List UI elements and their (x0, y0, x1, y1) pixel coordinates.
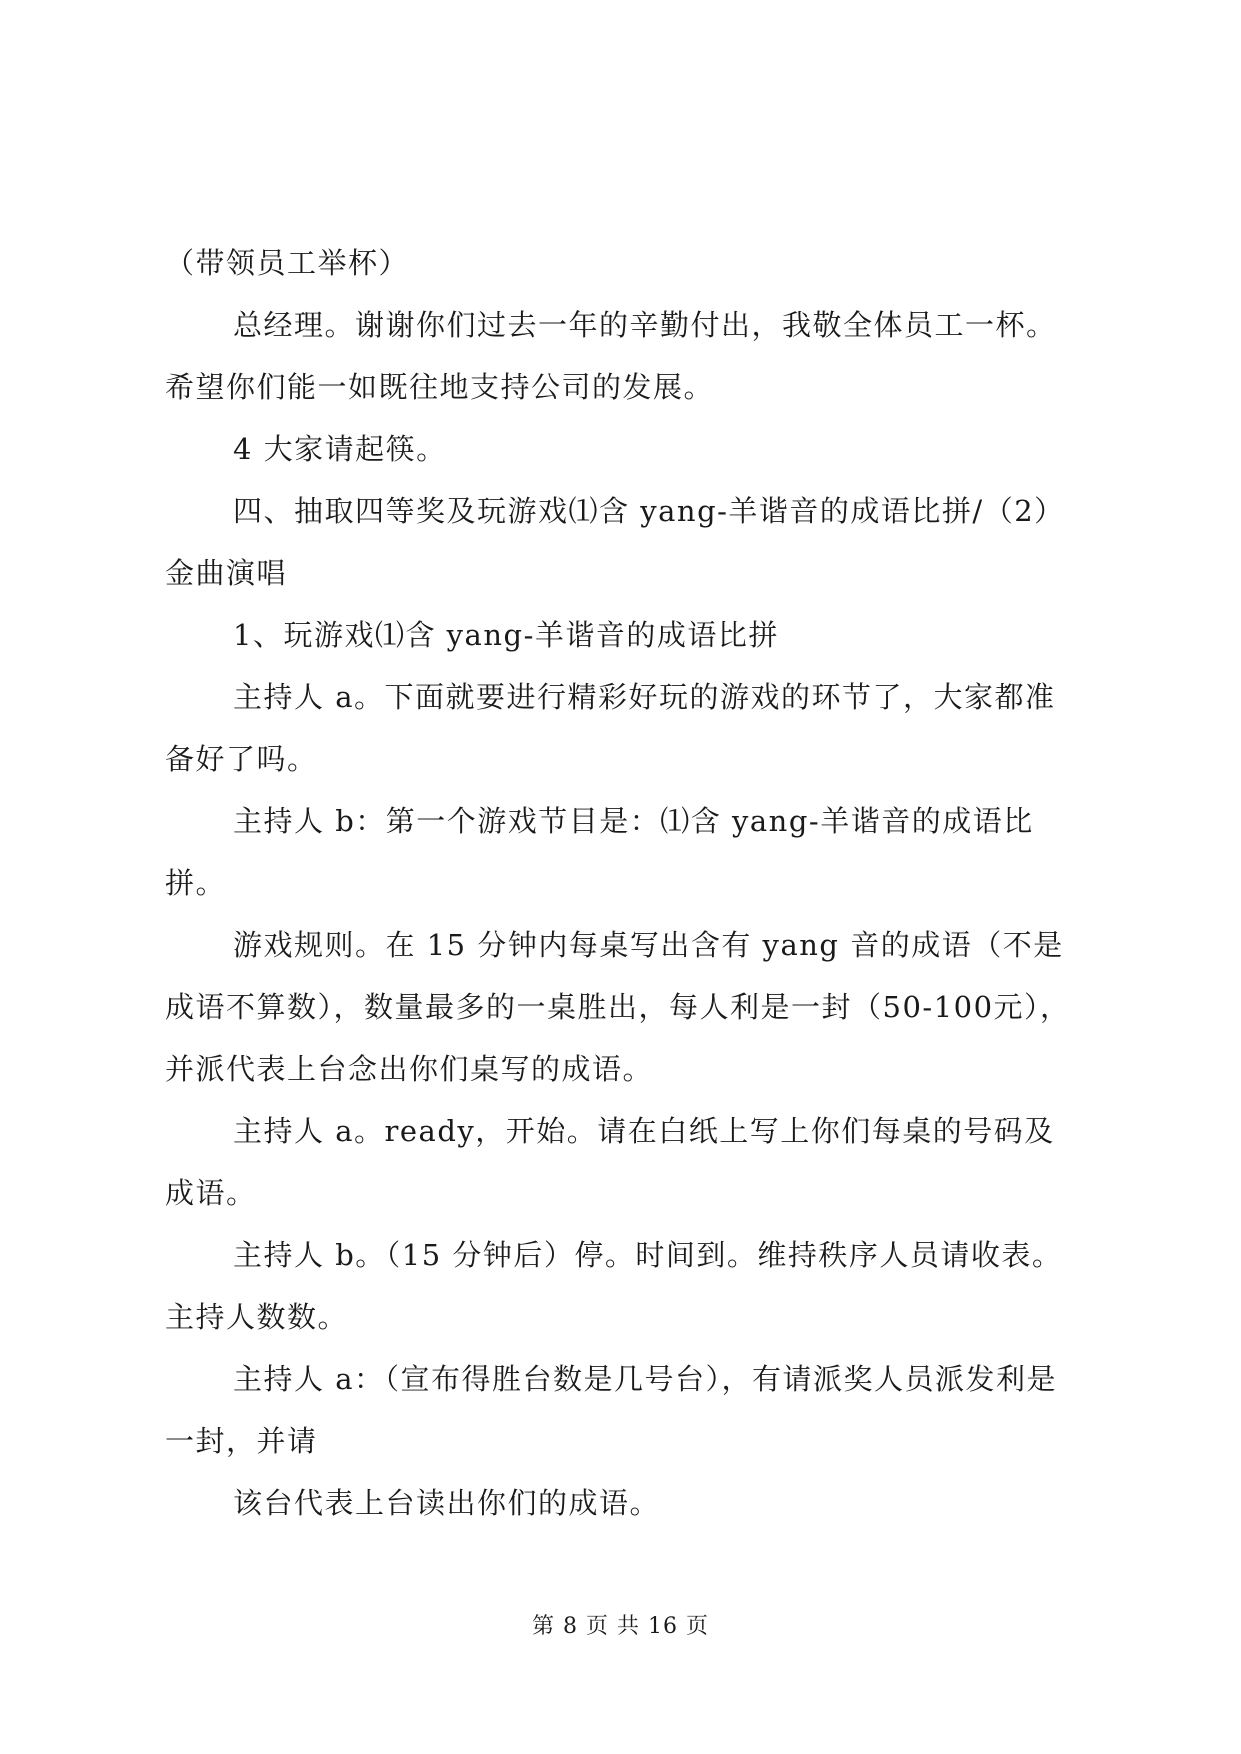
paragraph-host-a-intro: 主持人 a。下面就要进行精彩好玩的游戏的环节了，大家都准备好了吗。 (165, 680, 1056, 776)
paragraph-game-rules: 游戏规则。在 15 分钟内每桌写出含有 yang 音的成语（不是成语不算数），数量最多的一桌胜出，每人利是一封（50-100元），并派代表上台念出你们桌写的成语。 (165, 928, 1071, 1086)
page-number-footer: 第 8 页 共 16 页 (532, 1614, 709, 1639)
paragraph-host-b-first-game: 主持人 b：第一个游戏节目是：⑴含 yang-羊谐音的成语比拼。 (165, 804, 1034, 900)
paragraph-start-eating: 4 大家请起筷。 (233, 432, 447, 466)
paragraph-host-b-stop: 主持人 b。（15 分钟后）停。时间到。维持秩序人员请收表。主持人数数。 (165, 1238, 1063, 1334)
paragraph-host-a-ready: 主持人 a。ready，开始。请在白纸上写上你们每桌的号码及成语。 (165, 1114, 1055, 1210)
paragraph-section-four-heading: 四、抽取四等奖及玩游戏⑴含 yang-羊谐音的成语比拼/（2）金曲演唱 (165, 494, 1065, 590)
paragraph-game-one-heading: 1、玩游戏⑴含 yang-羊谐音的成语比拼 (233, 618, 779, 652)
paragraph-raise-glass: （带领员工举杯） (165, 246, 410, 280)
document-body (165, 232, 1080, 1534)
paragraph-host-a-announce: 主持人 a：（宣布得胜台数是几号台），有请派奖人员派发利是一封，并请 (165, 1362, 1058, 1458)
paragraph-gm-toast: 总经理。谢谢你们过去一年的辛勤付出，我敬全体员工一杯。希望你们能一如既往地支持公司的发展。 (165, 308, 1057, 404)
paragraph-table-rep-read: 该台代表上台读出你们的成语。 (233, 1486, 661, 1520)
